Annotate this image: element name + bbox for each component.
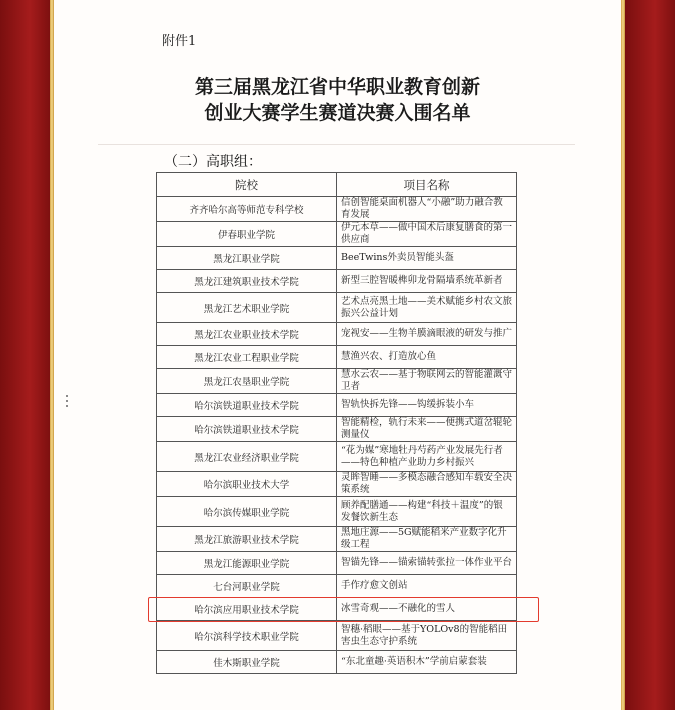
school-cell: 哈尔滨科学技术职业学院: [157, 621, 337, 651]
document-title-line-1: 第三届黑龙江省中华职业教育创新: [194, 76, 480, 98]
table-header-row: [157, 173, 517, 197]
project-cell: 黑地庄源——5G赋能稻米产业数字化升级工程: [337, 527, 517, 552]
title-divider: [98, 144, 575, 145]
school-cell: 黑龙江艺术职业学院: [157, 293, 337, 323]
project-cell: 冰雪奇观——不融化的雪人: [337, 598, 517, 621]
school-cell: 黑龙江能源职业学院: [157, 552, 337, 575]
project-cell: 慧水云农——基于物联网云的智能灌溉守卫者: [337, 369, 517, 394]
table-row: [157, 552, 517, 575]
school-cell: 哈尔滨职业技术大学: [157, 472, 337, 497]
right-red-border: [625, 0, 675, 710]
table-row: [157, 497, 517, 527]
table-row: [157, 197, 517, 222]
table-row: [157, 346, 517, 369]
table-row: [157, 369, 517, 394]
school-cell: 黑龙江农业经济职业学院: [157, 442, 337, 472]
school-cell: 哈尔滨铁道职业技术学院: [157, 417, 337, 442]
school-cell: 哈尔滨传媒职业学院: [157, 497, 337, 527]
project-cell: 伊元本草——做中国术后康复膳食的第一供应商: [337, 222, 517, 247]
project-cell: 智轨快拆先锋——钩缓拆装小车: [337, 394, 517, 417]
attachment-label: 附件1: [162, 34, 197, 49]
table-row: [157, 575, 517, 598]
table-row: [157, 527, 517, 552]
highlight-box: [148, 597, 539, 622]
header-school: 院校: [157, 173, 337, 197]
project-cell: 慧渔兴农、打造放心鱼: [337, 346, 517, 369]
section-heading: （二）高职组：: [164, 154, 262, 170]
more-options-icon[interactable]: [66, 395, 69, 410]
table-row: [157, 222, 517, 247]
project-cell: 宠视安——生物羊膜滴眼液的研发与推广: [337, 323, 517, 346]
project-cell: BeeTwins外卖员智能头盔: [337, 247, 517, 270]
project-cell: 灵眸智睡——多模态融合感知车载安全决策系统: [337, 472, 517, 497]
table-row: [157, 442, 517, 472]
project-cell: 顾养配膳通——构建“科技＋温度”的银发餐饮新生态: [337, 497, 517, 527]
project-cell: 智锚先锋——锚索锚转张拉一体作业平台: [337, 552, 517, 575]
project-cell: 信创智能桌面机器人“小融”助力融合教育发展: [337, 197, 517, 222]
right-gold-trim: [621, 0, 625, 710]
school-cell: 黑龙江建筑职业技术学院: [157, 270, 337, 293]
table-row: [157, 417, 517, 442]
project-cell: 艺术点亮黑土地——美术赋能乡村农文旅振兴公益计划: [337, 293, 517, 323]
project-cell: “东北童趣·英语积木”学前启蒙套装: [337, 651, 517, 674]
school-cell: 哈尔滨应用职业技术学院: [157, 598, 337, 621]
project-cell: 智能精检，轨行未来——便携式道岔辊轮测量仪: [337, 417, 517, 442]
project-cell: “花为媒”寒地牡丹芍药产业发展先行者——特色种植产业助力乡村振兴: [337, 442, 517, 472]
left-red-border: [0, 0, 50, 710]
table-row: [157, 621, 517, 651]
project-cell: 新型三腔智暖榫卯龙骨隔墙系统革新者: [337, 270, 517, 293]
school-cell: 黑龙江农业职业技术学院: [157, 323, 337, 346]
school-cell: 黑龙江农垦职业学院: [157, 369, 337, 394]
school-cell: 黑龙江职业学院: [157, 247, 337, 270]
table-row: [157, 270, 517, 293]
table-row: [157, 247, 517, 270]
table-row: [157, 651, 517, 674]
school-cell: 哈尔滨铁道职业技术学院: [157, 394, 337, 417]
school-cell: 佳木斯职业学院: [157, 651, 337, 674]
table-row: [157, 323, 517, 346]
school-cell: 七台河职业学院: [157, 575, 337, 598]
school-cell: 伊春职业学院: [157, 222, 337, 247]
table-row: [157, 293, 517, 323]
project-cell: 手作疗愈文创站: [337, 575, 517, 598]
school-cell: 齐齐哈尔高等师范专科学校: [157, 197, 337, 222]
school-cell: 黑龙江旅游职业技术学院: [157, 527, 337, 552]
project-cell: 智穗·稻眼——基于YOLOv8的智能稻田害虫生态守护系统: [337, 621, 517, 651]
document-title-line-2: 创业大赛学生赛道决赛入围名单: [204, 102, 471, 124]
school-cell: 黑龙江农业工程职业学院: [157, 346, 337, 369]
table-row: [157, 472, 517, 497]
table-row: [157, 394, 517, 417]
header-project: 项目名称: [337, 173, 517, 197]
